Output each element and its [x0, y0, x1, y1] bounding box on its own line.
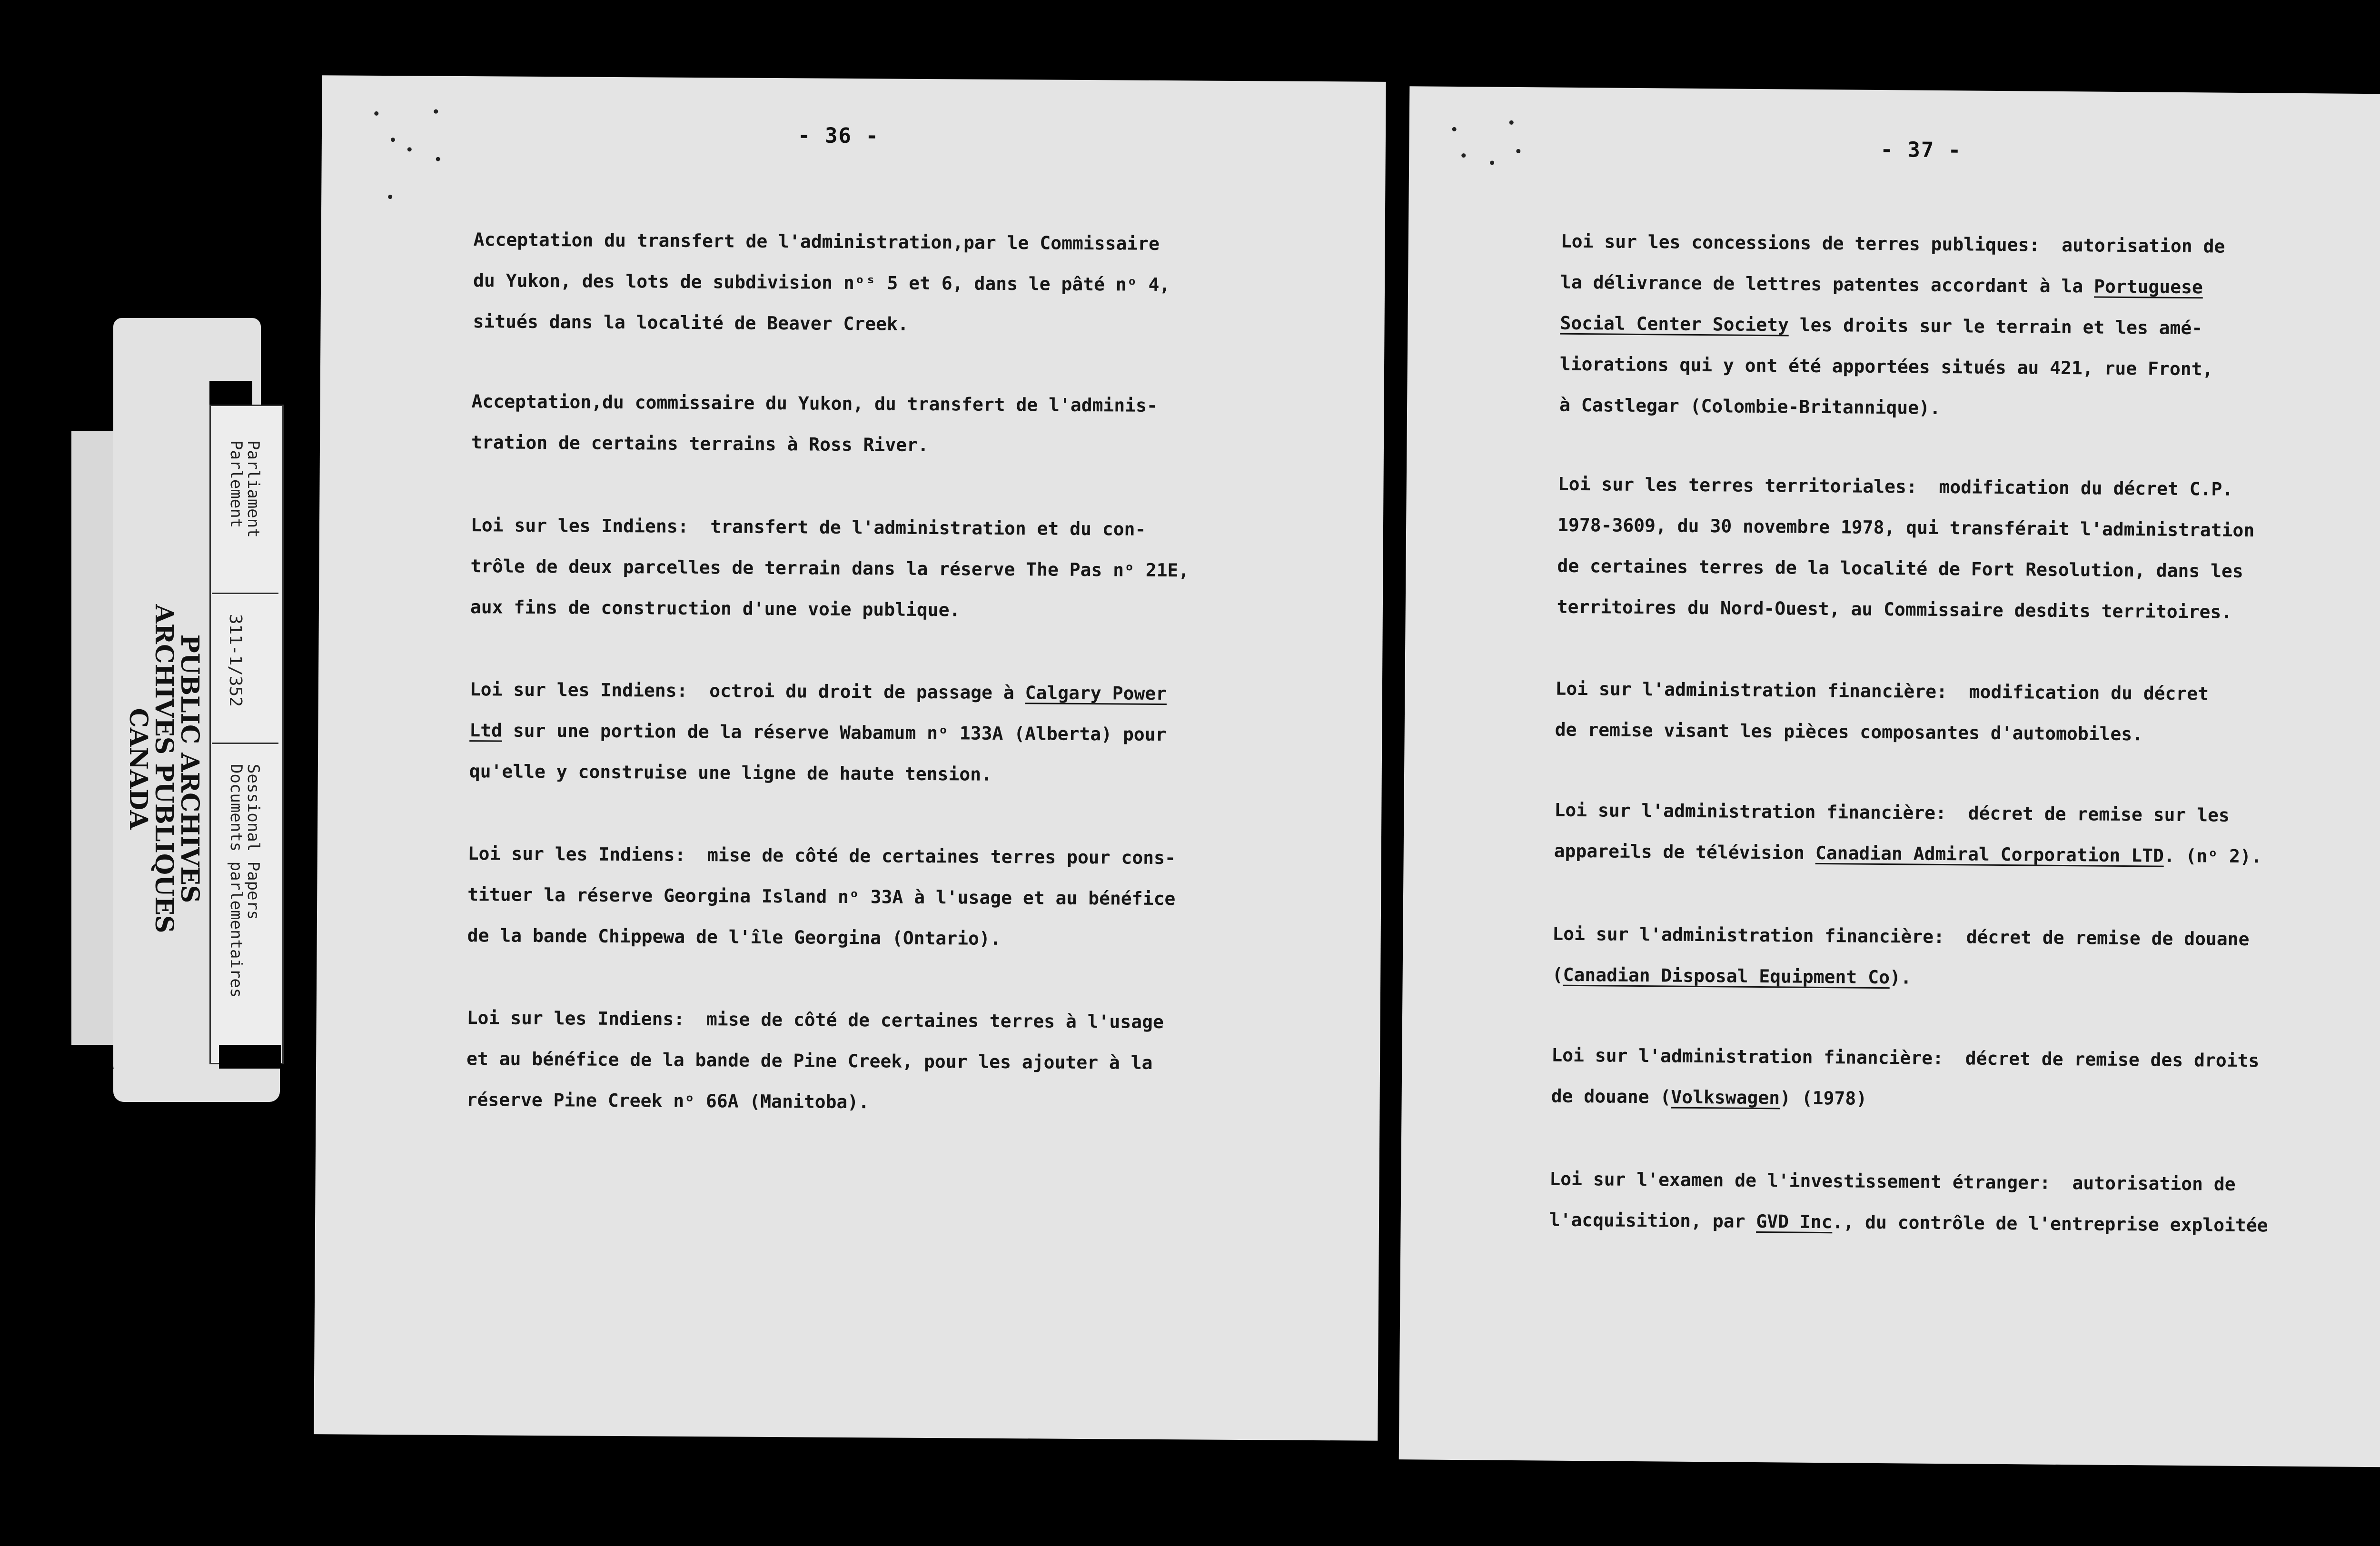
label-divider: [212, 593, 278, 594]
speck: [436, 157, 440, 161]
paragraph: Loi sur l'examen de l'investissement étranger: autorisation de l'acquisition, par GVD Inc., du contrôle de l'entreprise exploitée: [1549, 1168, 2268, 1236]
archives-line-en: PUBLIC ARCHIVES: [175, 634, 204, 903]
speck: [374, 111, 378, 116]
page-number: - 36 -: [797, 123, 880, 149]
archives-line-country: CANADA: [124, 708, 153, 830]
public-archives-stamp: [125, 578, 202, 959]
sessional-fr: Documents parlementaires: [227, 764, 246, 998]
speck: [434, 109, 438, 114]
archive-tab-notch: [209, 381, 252, 405]
paragraph: Loi sur l'administration financière: décret de remise sur les appareils de télévision Canadian Admiral Corporation LTD. (nᵒ 2).: [1554, 799, 2262, 867]
paragraph: Loi sur les concessions de terres publiques: autorisation de la délivrance de lettres patentes accordant à la Portuguese Social Center Society les droits sur le terrain et les amé- liorations qui y ont été apportées situés au 421, rue Front, à Castlegar (Colombie-Britannique).: [1559, 230, 2225, 418]
sessional-papers-label: [228, 764, 262, 998]
paragraph: Loi sur les terres territoriales: modification du décret C.P. 1978-3609, du 30 novembre 1978, qui transférait l'administration de certaines terres de la localité de Fort Resolution, dans les territoires du Nord-Ouest, au Commissaire desdits territoires.: [1557, 473, 2255, 623]
parliament-en: Parliament: [244, 440, 263, 538]
sessional-en: Sessional Papers: [244, 764, 263, 920]
speck: [1452, 127, 1457, 131]
parliament-fr: Parlement: [227, 440, 246, 528]
reference-number: 311-1/352: [226, 614, 245, 707]
label-divider: [212, 743, 278, 744]
paragraph: Loi sur les Indiens: mise de côté de certaines terres pour cons- tituer la réserve Georgina Island nᵒ 33A à l'usage et au bénéfice de la bande Chippewa de l'île Georgina (Ontario).: [467, 843, 1176, 949]
archive-tab-base: [113, 1069, 280, 1102]
speck: [1509, 120, 1514, 125]
page-36: [314, 75, 1386, 1441]
speck: [1490, 161, 1494, 165]
speck: [407, 147, 412, 151]
speck: [388, 195, 392, 199]
parliament-label: [228, 440, 262, 538]
archive-tab-notch-bottom: [219, 1045, 281, 1069]
paragraph: Loi sur l'administration financière: modification du décret de remise visant les pièces composantes d'automobiles.: [1555, 678, 2209, 745]
paragraph: Loi sur l'administration financière: décret de remise de douane (Canadian Disposal Equipment Co).: [1552, 923, 2250, 988]
paragraph: Loi sur l'administration financière: décret de remise des droits de douane (Volkswagen) (1978): [1551, 1044, 2260, 1109]
archives-line-fr: ARCHIVES PUBLIQUES: [149, 604, 178, 933]
paragraph: Loi sur les Indiens: octroi du droit de passage à Calgary Power Ltd sur une portion de la réserve Wabamum nᵒ 133A (Alberta) pour qu'elle y construise une ligne de haute tension.: [469, 679, 1167, 785]
page-37: [1399, 86, 2380, 1468]
paragraph: Loi sur les Indiens: transfert de l'administration et du con- trôle de deux parcelles de terrain dans la réserve The Pas nᵒ 21E, aux fins de construction d'une voie publique.: [470, 515, 1190, 621]
page-number: - 37 -: [1880, 137, 1962, 163]
speck: [1516, 149, 1520, 153]
speck: [391, 138, 395, 142]
paragraph: Loi sur les Indiens: mise de côté de certaines terres à l'usage et au bénéfice de la bande de Pine Creek, pour les ajouter à la réserve Pine Creek nᵒ 66A (Manitoba).: [466, 1007, 1164, 1113]
paragraph: Acceptation,du commissaire du Yukon, du transfert de l'adminis- tration de certains terrains à Ross River.: [471, 391, 1158, 456]
speck: [1461, 153, 1466, 158]
paragraph: Acceptation du transfert de l'administration,par le Commissaire du Yukon, des lots de subdivision nᵒˢ 5 et 6, dans le pâté nᵒ 4, situés dans la localité de Beaver Creek.: [473, 229, 1170, 335]
